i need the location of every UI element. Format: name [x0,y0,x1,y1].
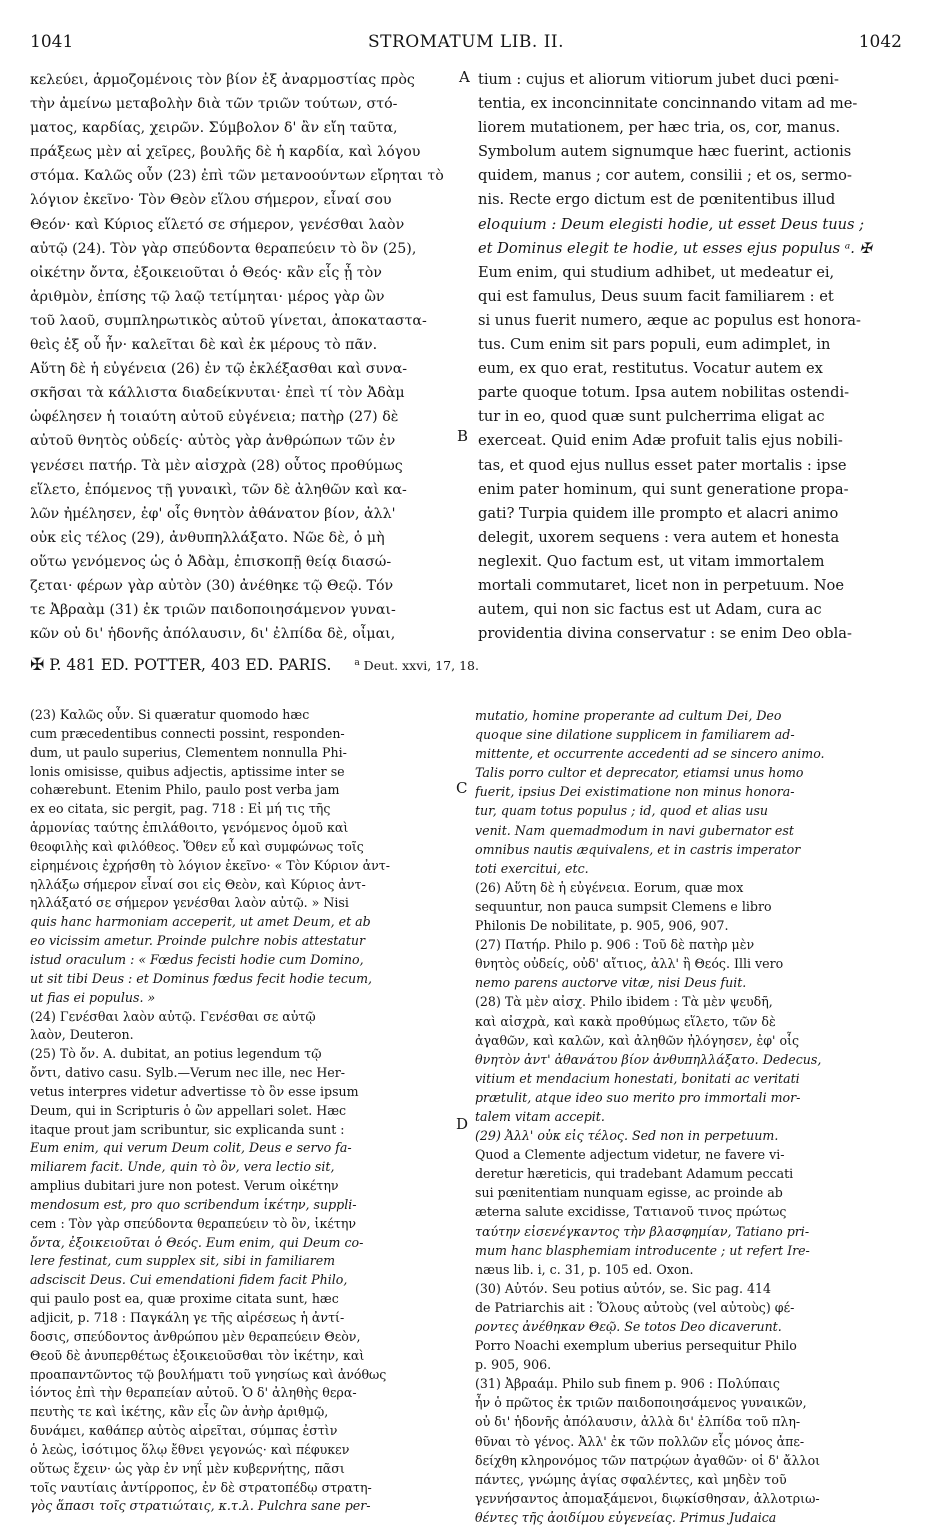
text-line: λόγιον ἐκεῖνο· Τὸν Θεὸν εἵλου σήμερον, εἶναί σου [30,192,392,209]
text-line: mutatio, homine properante ad cultum Dei, Deo [475,708,782,723]
text-line: ἀριθμὸν, ἐπίσης τῷ λαῷ τετίμηται· μέρος γὰρ ὢν [30,288,385,305]
text-line: πράξεως μὲν αἱ χεῖρες, βουλῆς δὲ ἡ καρδία, καὶ λόγου [30,144,421,161]
text-line: ex eo citata, sic pergit, pag. 718 : Εἰ μή τις τῆς [30,801,331,817]
text-line: θνητὸν ἀντ' ἀθανάτου βίον ἀνθυπηλλάξατο. Dedecus, [475,1051,822,1067]
text-line: et Dominus elegit te hodie, ut esses ejus populus ᵃ. ✠ [478,239,872,257]
text-line: quidem, manus ; cor autem, consilii ; et os, sermo- [478,167,852,185]
text-line: (24) Γενέσθαι λαὸν αὐτῷ. Γενέσθαι σε αὐτῷ [30,1008,316,1024]
text-line: θεοφιλὴς καὶ φιλόθεος. Ὅθεν εὖ καὶ συμφώνως τοῖς [30,838,364,854]
text-line: ροντες ἀνέθηκαν Θεῷ. Se totos Deo dicaverunt. [475,1319,782,1334]
text-line: στόμα. Καλῶς οὖν (23) ἐπὶ τῶν μετανοούντων εἴρηται τὸ [30,168,444,185]
text-line: ταύτην εἰσενέγκαντος τὴν βλασφημίαν, Tatiano pri- [475,1223,810,1239]
text-line: (23) Καλῶς οὖν. Si quæratur quomodo hæc [30,707,310,722]
text-line: quis hanc harmoniam acceperit, ut amet Deum, et ab [30,914,371,930]
text-line: mittente, et occurrente accedenti ad se sincero animo. [475,746,825,762]
text-line: ματος, καρδίας, χειρῶν. Σύμβολον δ' ἂν εἴη ταῦτα, [30,120,398,137]
text-line: τε Ἀβραὰμ (31) ἐκ τριῶν παιδοποιησάμενον γυναι- [30,602,396,619]
text-line: Αὕτη δὲ ἡ εὐγένεια (26) ἐν τῷ ἐκλέξασθαι καὶ συνα- [30,361,408,378]
text-line: λαὸν, Deuteron. [30,1027,134,1043]
text-line: Quod a Clemente adjectum videtur, ne favere vi- [475,1147,785,1163]
main-text-greek-column [30,68,458,646]
text-line: ἀγαθῶν, καὶ καλῶν, καὶ ἀληθῶν ἠλόγησεν, ἐφ' οἷς [475,1032,800,1048]
text-line: (30) Αὐτόν. Seu potius αὐτόν, se. Sic pag. 414 [475,1280,772,1296]
text-line: adjicit, p. 718 : Παγκάλη γε τῆς αἱρέσεως ἡ ἀντί- [30,1310,345,1325]
text-line: γὸς ἅπασι τοῖς στρατιώταις, κ.τ.λ. Pulchra sane per- [30,1498,371,1514]
main-text-latin-column [478,68,898,646]
text-line: ἁρμονίας ταύτης ἐπιλάθοιτο, γενόμενος ὁμοῦ καὶ [30,820,349,836]
text-line: nemo parens auctorve vitæ, nisi Deus fuit. [475,975,747,991]
text-line: ὠφέλησεν ἡ τοιαύτη αὐτοῦ εὐγένεια; πατὴρ (27) δὲ [30,409,399,426]
page-number-right: 1042 [858,32,902,52]
text-line: parte quoque totum. Ipsa autem nobilitas ostendi- [478,384,850,402]
text-line: γενέσει πατήρ. Τὰ μὲν αἰσχρὰ (28) οὗτος προθύμως [30,457,403,474]
text-line: οὐ δι' ἡδονῆς ἀπόλαυσιν, ἀλλὰ δι' ἐλπίδα τοῦ πλη- [475,1414,801,1430]
text-line: cum præcedentibus connecti possint, responden- [30,725,345,741]
text-line: εἰρημένοις ἐχρήσθη τὸ λόγιον ἐκεῖνο· « Τὸν Κύριον ἀντ- [30,857,390,873]
text-line: (27) Πατήρ. Philo p. 906 : Τοῦ δὲ πατὴρ μὲν [475,937,755,953]
text-line: mortali commutaret, licet non in perpetuum. Noe [478,576,844,594]
text-line: δυνάμει, καθάπερ αὐτὸς αἰρεῖται, σύμπας ἐστὶν [30,1423,338,1439]
text-line: vitium et mendacium honestati, bonitati ac veritati [475,1070,800,1086]
text-line: τοῖς ναυτίαις ἀντίρροπος, ἐν δὲ στρατοπέδῳ στρατη- [30,1479,372,1495]
text-line: tus. Cum enim sit pars populi, eum adimplet, in [478,336,831,354]
text-line: lonis omisisse, quibus adjectis, aptissime inter se [30,763,345,779]
text-line: prætulit, atque ideo suo merito pro immortali mor- [475,1089,801,1105]
edition-reference-line [30,655,910,677]
text-line: πάντες, γνώμης ἁγίας σφαλέντες, καὶ μηδὲν τοῦ [475,1471,787,1487]
text-line: quoque sine dilatione supplicem in familiarem ad- [475,727,795,743]
text-line: cem : Τὸν γὰρ σπεύδοντα θεραπεύειν τὸ ὂν, ἱκέτην [30,1215,357,1231]
text-line: tur, quam totus populus ; id, quod et alias usu [475,803,769,819]
text-line: Eum enim, qui verum Deum colit, Deus e servo fa- [30,1140,352,1156]
text-line: δείχθη κληρονόμος τῶν πατρῴων ἀγαθῶν· οἱ δ' ἄλλοι [475,1452,821,1468]
text-line: tur in eo, quod quæ sunt pulcherrima eligat ac [478,408,825,426]
text-line: (25) Τὸ ὄν. A. dubitat, an potius legendum τῷ [30,1046,322,1062]
text-line: οὕτως ἔχειν· ὡς γὰρ ἐν νηΐ μὲν κυβερνήτης, πᾶσι [30,1460,345,1476]
text-line: αὐτοῦ θνητὸς οὐδείς· αὐτὸς γὰρ ἀνθρώπων τῶν ἐν [30,433,396,450]
text-line: istud oraculum : « Fœdus fecisti hodie cum Domino, [30,951,364,967]
text-line: ἰόντος ἐπὶ τὴν θεραπείαν αὐτοῦ. Ὁ δ' ἀληθὴς θερα- [30,1385,357,1401]
text-line: θεὶς ἐξ οὗ ἦν· καλεῖται δὲ καὶ ἐκ μέρους τὸ πᾶν. [30,337,378,354]
text-line: προαπαντῶντος τῷ βουλήματι τοῦ γνησίως καὶ ἀνόθως [30,1366,387,1382]
text-line: tium : cujus et aliorum vitiorum jubet duci pœni- [478,71,839,88]
text-line: adsciscit Deus. Cui emendationi fidem facit Philo, [30,1272,348,1288]
notes-right-column [475,706,903,1527]
text-line: lere festinat, cum supplex sit, sibi in familiarem [30,1253,336,1269]
text-line: æterna salute excidisse, Τατιανοῦ τινος πρώτως [475,1204,787,1220]
text-line: Eum enim, qui studium adhibet, ut medeatur ei, [478,263,835,281]
text-line: miliarem facit. Unde, quin τὸ ὂν, vera lectio sit, [30,1159,335,1175]
text-line: κῶν οὐ δι' ἡδονῆς ἀπόλαυσιν, δι' ἐλπίδα δὲ, οἶμαι, [30,626,396,643]
text-line: talem vitam accepit. [475,1108,605,1124]
text-line: tentia, ex inconcinnitate concinnando vitam ad me- [478,95,858,113]
text-line: si unus fuerit numero, æque ac populus est honora- [478,311,861,329]
text-line: Symbolum autem signumque hæc fuerint, actionis [478,143,852,161]
text-line: ἦν ὁ πρῶτος ἐκ τριῶν παιδοποιησάμενος γυναικῶν, [475,1395,807,1411]
text-line: dum, ut paulo superius, Clementem nonnulla Phi- [30,744,347,760]
text-line: οἰκέτην ὄντα, ἐξοικειοῦται ὁ Θεός· κἂν εἷς ᾖ τὸν [30,264,382,281]
text-line: delegit, uxorem sequens : vera autem et honesta [478,528,840,546]
text-line: tas, et quod ejus nullus esset pater mortalis : ipse [478,456,847,474]
text-line: liorem mutationem, per hæc tria, os, cor, manus. [478,119,841,137]
text-line: mum hanc blasphemiam introducente ; ut refert Ire- [475,1242,810,1258]
text-line: γεννήσαντος ἀπομαξάμενοι, διῳκίσθησαν, ἀλλοτριω- [475,1490,820,1506]
notes-left-column [30,706,455,1516]
text-line: Deum, qui in Scripturis ὁ ὢν appellari solet. Hæc [30,1102,347,1118]
section-marker-b: B [457,427,469,445]
text-line: fuerit, ipsius Dei existimatione non minus honora- [475,784,795,800]
text-line: gati? Turpia quidem ille prompto et alacri animo [478,504,839,522]
text-line: toti exercitui, etc. [475,860,589,876]
text-line: qui paulo post ea, quæ proxime citata sunt, hæc [30,1291,339,1307]
text-line: ut fias ei populus. » [30,989,156,1005]
text-line: ηλλάξατό σε σήμερον γενέσθαι λαὸν αὐτῷ. » Nisi [30,895,349,911]
text-line: qui est famulus, Deus suum facit familiarem : et [478,287,834,305]
text-line: itaque prout jam scribuntur, sic explicanda sunt : [30,1121,345,1137]
text-line: deretur hæreticis, qui tradebant Adamum peccati [475,1166,794,1182]
text-line: venit. Nam quemadmodum in navi gubernator est [475,822,794,838]
deut-footnote-marker: a [354,657,360,668]
text-line: enim pater hominum, qui sunt generatione propa- [478,480,849,498]
cross-icon: ✠ [30,655,45,675]
text-line: Θεοῦ δὲ ἀνυπερθέτως ἐξοικειοῦσθαι τὸν ἱκέτην, καὶ [30,1347,365,1363]
text-line: ut sit tibi Deus : et Dominus fœdus fecit hodie tecum, [30,970,373,986]
section-marker-a: A [459,68,470,86]
text-line: sui pœnitentiam nunquam egisse, ac proinde ab [475,1185,783,1201]
text-line: neglexit. Quo factum est, ut vitam immortalem [478,552,825,570]
text-line: (31) Ἀβραάμ. Philo sub finem p. 906 : Πολύπαις [475,1376,780,1392]
text-line: eum, ex quo erat, restitutus. Vocatur autem ex [478,360,823,378]
text-line: nis. Recte ergo dictum est de pœnitentibus illud [478,191,836,209]
text-line: σκῆσαι τὰ κάλλιστα διαδείκνυται· ἐπεὶ τί τὸν Ἀδὰμ [30,385,405,402]
text-line: eloquium : Deum elegisti hodie, ut esset Deus tuus ; [478,215,865,233]
text-line: κελεύει, ἁρμοζομένοις τὸν βίον ἐξ ἀναρμοστίας πρὸς [30,72,415,88]
text-line: ὄντι, dativo casu. Sylb.—Verum nec ille, nec Her- [30,1065,346,1081]
text-line: οὐκ εἰς τέλος (29), ἀνθυπηλλάξατο. Νῶε δὲ, ὁ μὴ [30,529,385,546]
text-line: Talis porro cultor et deprecator, etiamsi unus homo [475,765,804,781]
text-line: Θεόν· καὶ Κύριος εἵλετό σε σήμερον, γενέσθαι λαὸν [30,216,405,233]
text-line: Philonis De nobilitate, p. 905, 906, 907. [475,918,729,934]
section-marker-d: D [456,1115,469,1133]
text-line: θῦναι τὸ γένος. Ἀλλ' ἐκ τῶν πολλῶν εἷς μόνος ἀπε- [475,1433,805,1449]
text-line: λῶν ἠμέλησεν, ἐφ' οἷς θνητὸν ἀθάνατον βίον, ἀλλ' [30,505,396,522]
running-header [30,32,902,56]
text-line: sequuntur, non pauca sumpsit Clemens e libro [475,898,772,914]
section-marker-c: C [456,779,468,797]
text-line: omnibus nautis æquivalens, et in castris imperator [475,841,801,857]
text-line: vetus interpres videtur advertisse τὸ ὂν esse ipsum [30,1083,359,1099]
text-line: (29) Ἀλλ' οὐκ εἰς τέλος. Sed non in perpetuum. [475,1128,779,1144]
text-line: ὄντα, ἐξοικειοῦται ὁ Θεός. Eum enim, qui Deum co- [30,1234,364,1250]
text-line: τὴν ἀμείνω μεταβολὴν διὰ τῶν τριῶν τούτων, στό- [30,96,398,113]
text-line: Porro Noachi exemplum uberius persequitur Philo [475,1338,797,1354]
deut-reference: Deut. xxvi, 17, 18. [363,658,479,673]
text-line: autem, qui non sic factus est ut Adam, cura ac [478,601,822,619]
text-line: πευτὴς τε καὶ ἱκέτης, κἂν εἷς ὢν ἀνὴρ ἀριθμῷ, [30,1404,329,1420]
text-line: ὁ λεὼς, ἰσότιμος ὅλῳ ἔθνει γεγονώς· καὶ πέφυκεν [30,1441,350,1457]
edition-reference: P. 481 ED. POTTER, 403 ED. PARIS. [49,656,332,674]
text-line: p. 905, 906. [475,1357,552,1373]
text-line: τοῦ λαοῦ, συμπληρωτικὸς αὐτοῦ γίνεται, ἀποκαταστα- [30,312,427,329]
text-line: εἵλετο, ἑπόμενος τῇ γυναικὶ, τῶν δὲ ἀληθῶν καὶ κα- [30,481,407,498]
text-line: δοσις, σπεύδοντος ἀνθρώπου μὲν θεραπεύειν Θεὸν, [30,1328,361,1344]
text-line: næus lib. i, c. 31, p. 105 ed. Oxon. [475,1261,694,1277]
text-line: αὐτῷ (24). Τὸν γὰρ σπεύδοντα θεραπεύειν τὸ ὂν (25), [30,240,417,257]
text-line: θνητὸς οὐδείς, οὐδ' αἴτιος, ἀλλ' ἢ Θεός. Illi vero [475,956,784,972]
text-line: amplius dubitari jure non potest. Verum οἰκέτην [30,1178,339,1194]
text-line: providentia divina conservatur : se enim Deo obla- [478,625,852,643]
text-line: (28) Τὰ μὲν αἰσχ. Philo ibidem : Τὰ μὲν ψευδῆ, [475,994,773,1010]
text-line: οὕτω γενόμενος ὡς ὁ Ἀδὰμ, ἐπισκοπῇ θείᾳ διασώ- [30,553,392,570]
text-line: θέντες τῆς ἀοιδίμου εὐγενείας. Primus Judaica [475,1509,777,1525]
text-line: eo vicissim ametur. Proinde pulchre nobis attestatur [30,933,366,949]
text-line: cohærebunt. Etenim Philo, paulo post verba jam [30,782,340,798]
running-title: STROMATUM LIB. II. [367,32,565,52]
text-line: καὶ αἰσχρὰ, καὶ κακὰ προθύμως εἵλετο, τῶν δὲ [475,1013,776,1029]
text-line: (26) Αὕτη δὲ ἡ εὐγένεια. Eorum, quæ mox [475,879,744,895]
text-line: ζεται· φέρων γὰρ αὐτὸν (30) ἀνέθηκε τῷ Θεῷ. Τόν [30,577,394,594]
text-line: ηλλάξω σήμερον εἶναί σοι εἰς Θεὸν, καὶ Κύριος ἀντ- [30,876,366,892]
text-line: mendosum est, pro quo scribendum ἱκέτην, suppli- [30,1196,357,1212]
page-number-left: 1041 [30,32,74,52]
text-line: exerceat. Quid enim Adæ profuit talis ejus nobili- [478,432,843,450]
text-line: de Patriarchis ait : Ὅλους αὐτοὺς (vel αὐτοὺς) φέ- [475,1299,795,1315]
